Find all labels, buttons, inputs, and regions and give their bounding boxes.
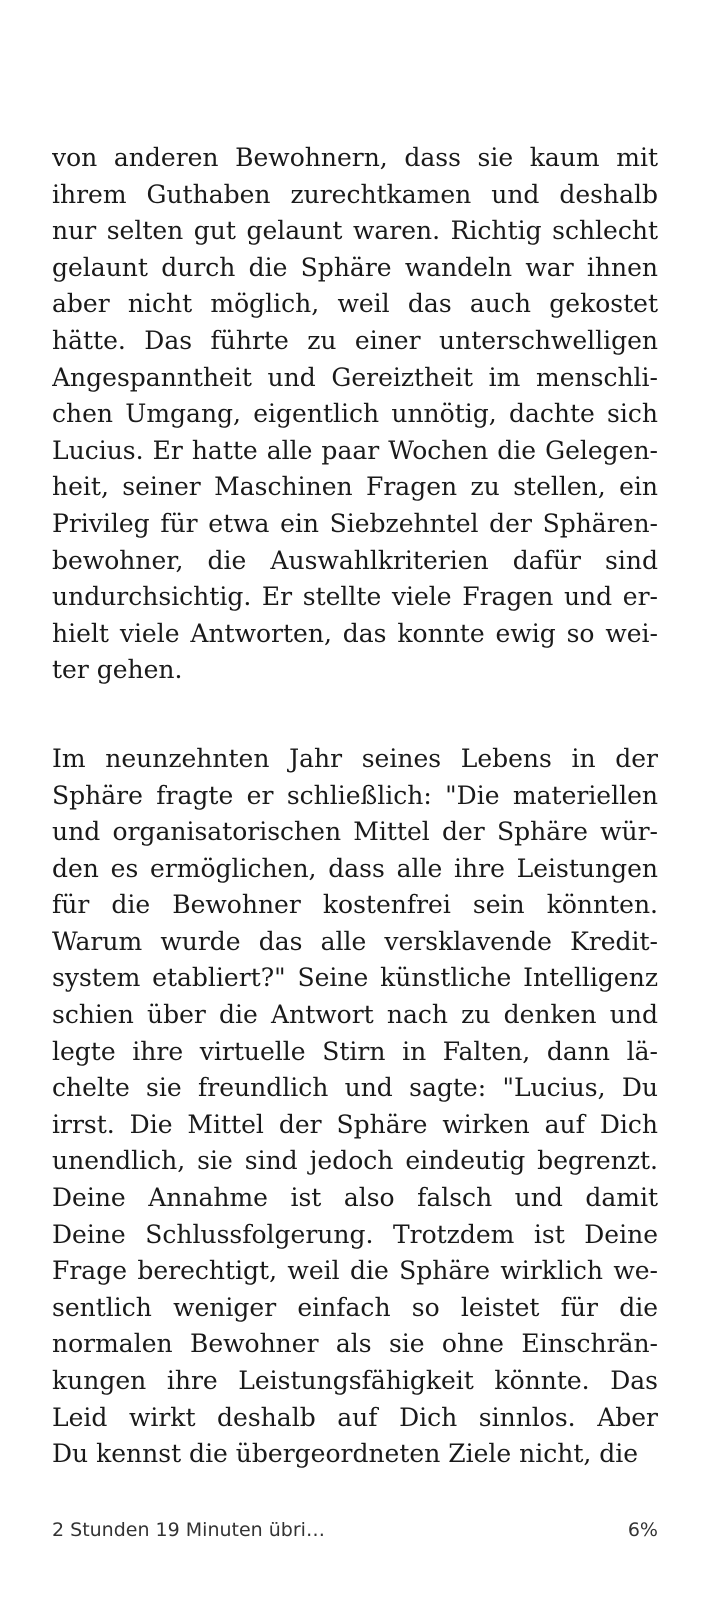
text-line: Deine Annahme ist also falsch und damit [52,1183,658,1213]
text-line: schien über die Antwort nach zu denken und [52,1000,658,1030]
text-line: Im neunzehnten Jahr seines Lebens in der [52,743,658,773]
text-line: Warum wurde das alle versklavende Kredit- [52,926,658,956]
text-line: Lucius. Er hatte alle paar Wochen die Gelegen- [52,435,658,465]
reading-status-bar [52,1515,658,1545]
text-line: Sphäre fragte er schließlich: "Die materiellen [52,780,658,810]
text-line: system etabliert?" Seine künstliche Intelligenz [52,963,658,993]
book-paragraph [52,741,658,1473]
text-line: undurchsichtig. Er stellte viele Fragen und er- [52,582,658,612]
text-line: unendlich, sie sind jedoch eindeutig begrenzt. [52,1146,658,1176]
text-line: normalen Bewohner als sie ohne Einschrän- [52,1329,658,1359]
text-line: Deine Schlussfolgerung. Trotzdem ist Deine [52,1219,658,1249]
text-line: bewohner, die Auswahlkriterien dafür sind [52,545,658,575]
text-line: irrst. Die Mittel der Sphäre wirken auf Dich [52,1109,658,1139]
text-line: hielt viele Antworten, das konnte ewig so wei- [52,618,658,648]
text-line: kungen ihre Leistungsfähigkeit könnte. Das [52,1366,658,1395]
text-line: Frage berechtigt, weil die Sphäre wirklich we- [52,1256,658,1286]
book-page-text[interactable] [52,140,658,1473]
text-line: gelaunt durch die Sphäre wandeln war ihnen [52,252,658,282]
book-paragraph [52,140,658,689]
text-line: von anderen Bewohnern, dass sie kaum mit [52,143,658,172]
text-line: nur selten gut gelaunt waren. Richtig schlecht [52,216,658,246]
text-line: chelte sie freundlich und sagte: "Lucius, Du [52,1073,658,1103]
text-line: und organisatorischen Mittel der Sphäre wür- [52,817,658,847]
text-line: aber nicht möglich, weil das auch gekostet [52,289,658,319]
text-line: Angespanntheit und Gereiztheit im menschli- [52,362,658,392]
time-remaining: 2 Stunden 19 Minuten übri… [52,1519,325,1541]
text-line: heit, seiner Maschinen Fragen zu stellen, ein [52,472,658,502]
text-line: sentlich weniger einfach so leistet für die [52,1292,658,1322]
reading-progress-percent: 6% [627,1519,658,1541]
text-line: für die Bewohner kostenfrei sein könnten. [52,890,658,920]
text-line: legte ihre virtuelle Stirn in Falten, dann lä- [52,1036,658,1066]
text-line: Du kennst die übergeordneten Ziele nicht, die [52,1439,639,1469]
text-line: Privileg für etwa ein Siebzehntel der Sphären- [52,508,658,538]
text-line: ihrem Guthaben zurechtkamen und deshalb [52,179,658,209]
text-line: Leid wirkt deshalb auf Dich sinnlos. Aber [52,1402,658,1432]
text-line: den es ermöglichen, dass alle ihre Leistungen [52,853,658,883]
text-line: ter gehen. [52,655,183,685]
text-line: chen Umgang, eigentlich unnötig, dachte sich [52,399,658,429]
text-line: hätte. Das führte zu einer unterschwelligen [52,325,658,355]
